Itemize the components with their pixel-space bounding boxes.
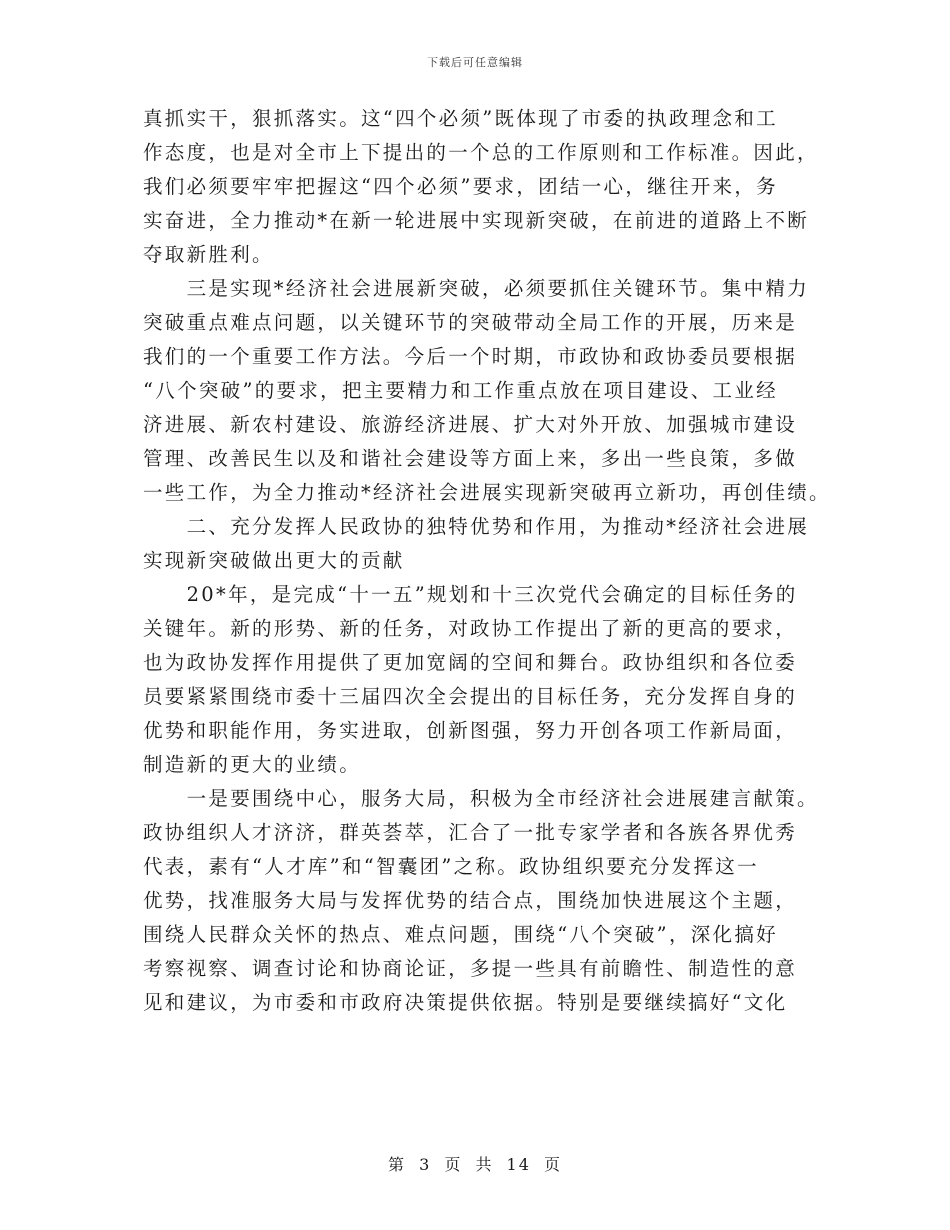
text-line: 真抓实干，狠抓落实。这“四个必须”既体现了市委的执政理念和工 — [143, 107, 778, 130]
text-line: 代表，素有“人才库”和“智囊团”之称。政协组织要充分发挥这一 — [143, 855, 759, 878]
text-line: 员要紧紧围绕市委十三届四次全会提出的目标任务，充分发挥自身的 — [143, 685, 798, 708]
text-line: 制造新的更大的业绩。 — [143, 753, 362, 776]
text-line: 一是要围绕中心，服务大局，积极为全市经济社会进展建言献策。 — [143, 787, 819, 810]
text-line: “八个突破”的要求，把主要精力和工作重点放在项目建设、工业经 — [143, 379, 778, 402]
text-line: 实奋进，全力推动*在新一轮进展中实现新突破，在前进的道路上不断 — [143, 209, 810, 232]
body-text — [143, 102, 831, 1020]
text-line: 我们必须要牢牢把握这“四个必须”要求，团结一心，继往开来，务 — [143, 175, 778, 198]
text-line: 20*年，是完成“十一五”规划和十三次党代会确定的目标任务的 — [143, 583, 798, 606]
text-line: 优势，找准服务大局与发挥优势的结合点，围绕加快进展这个主题， — [143, 889, 798, 912]
text-line: 优势和职能作用，务实进取，创新图强，努力开创各项工作新局面， — [143, 719, 798, 742]
text-line: 二、充分发挥人民政协的独特优势和作用，为推动*经济社会进展 — [143, 515, 810, 538]
text-line: 也为政协发挥作用提供了更加宽阔的空间和舞台。政协组织和各位委 — [143, 651, 798, 674]
text-line: 一些工作，为全力推动*经济社会进展实现新突破再立新功，再创佳绩。 — [143, 481, 831, 504]
text-line: 夺取新胜利。 — [143, 243, 274, 266]
text-line: 见和建议，为市委和市政府决策提供依据。特别是要继续搞好“文化 — [143, 991, 788, 1014]
page-header: 下载后可任意编辑 — [427, 56, 523, 69]
text-line: 我们的一个重要工作方法。今后一个时期，市政协和政协委员要根据 — [143, 345, 798, 368]
text-line: 管理、改善民生以及和谐社会建设等方面上来，多出一些良策，多做 — [143, 447, 798, 470]
text-line: 作态度，也是对全市上下提出的一个总的工作原则和工作标准。因此， — [143, 141, 819, 164]
text-line: 突破重点难点问题，以关键环节的突破带动全局工作的开展，历来是 — [143, 311, 798, 334]
text-line: 围绕人民群众关怀的热点、难点问题，围绕“八个突破”，深化搞好 — [143, 923, 778, 946]
text-line: 政协组织人才济济，群英荟萃，汇合了一批专家学者和各族各界优秀 — [143, 821, 798, 844]
text-line: 实现新突破做出更大的贡献 — [143, 549, 405, 572]
text-line: 考察视察、调查讨论和协商论证，多提一些具有前瞻性、制造性的意 — [143, 957, 798, 980]
text-line: 济进展、新农村建设、旅游经济进展、扩大对外开放、加强城市建设 — [143, 413, 798, 436]
text-line: 三是实现*经济社会进展新突破，必须要抓住关键环节。集中精力 — [143, 277, 810, 300]
text-line: 关键年。新的形势、新的任务，对政协工作提出了新的更高的要求， — [143, 617, 798, 640]
page-footer: 第 3 页 共 14 页 — [388, 1155, 562, 1174]
